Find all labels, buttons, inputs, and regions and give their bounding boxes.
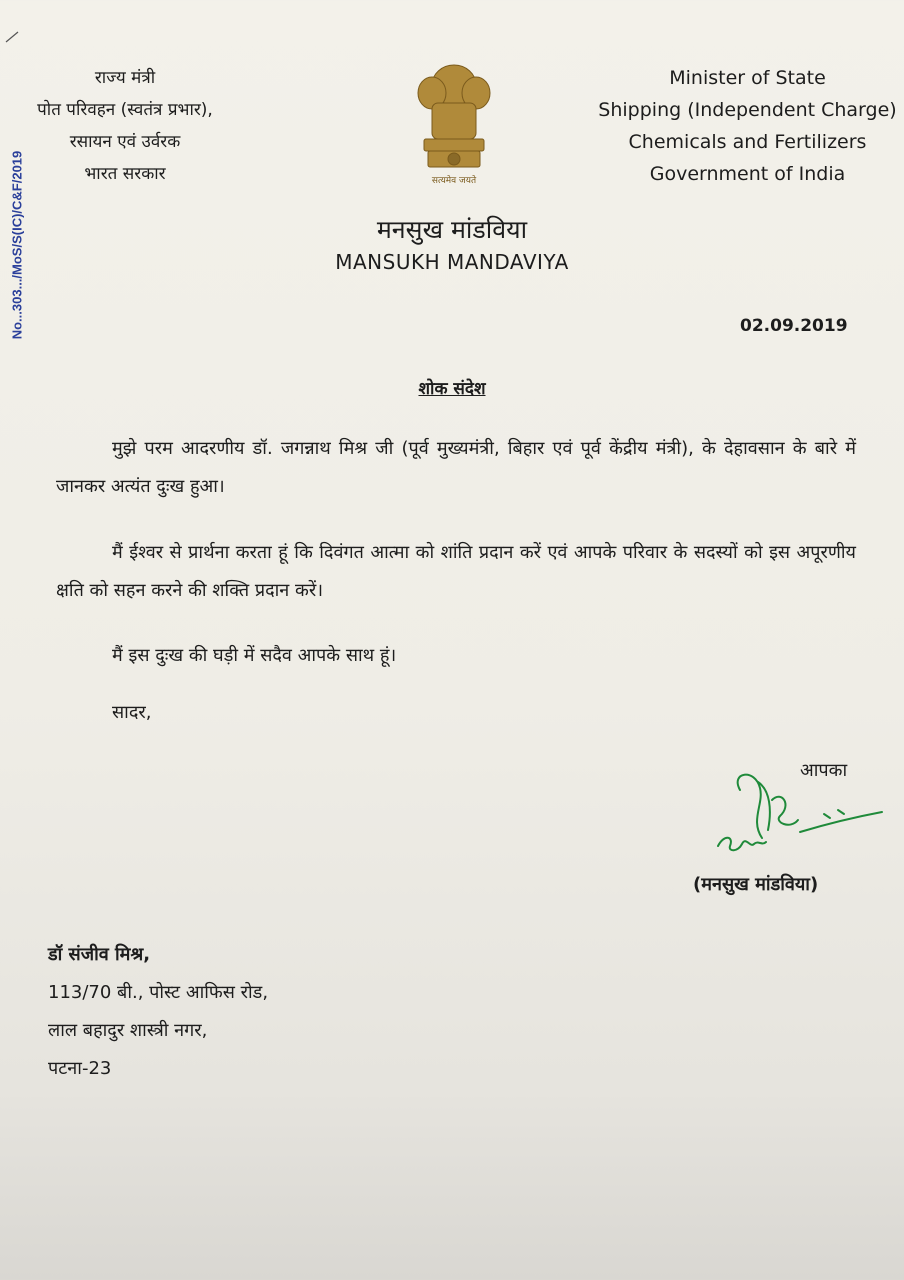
letter-date: 02.09.2019 — [740, 316, 848, 336]
ministry-hindi-2: रसायन एवं उर्वरक — [69, 132, 181, 152]
designation-english: Minister of State — [669, 67, 826, 89]
para1-text: मुझे परम आदरणीय डॉ. जगन्नाथ मिश्र जी (पूर्व मुख्यमंत्री, बिहार एवं पूर्व केंद्रीय मंत्री), के देहावसान के बारे में जानकर अत्यंत दुःख हुआ। — [56, 438, 856, 497]
para2-text: मैं ईश्वर से प्रार्थना करता हूं कि दिवंगत आत्मा को शांति प्रदान करें एवं आपके परिवार के सदस्यों को इस अपूरणीय क्षति को सहन करने की शक्ति प्रदान करें। — [56, 542, 856, 601]
emblem-motto: सत्यमेव जयते — [431, 176, 477, 186]
signer-name: (मनसुख मांडविया) — [693, 874, 819, 895]
national-emblem-icon — [402, 55, 506, 193]
address-line-1: 113/70 बी., पोस्ट आफिस रोड, — [48, 982, 269, 1003]
body-paragraph-1 — [56, 430, 856, 506]
para3-text: मैं इस दुःख की घड़ी में सदैव आपके साथ हूं। — [112, 645, 397, 666]
letter-subject: शोक संदेश — [418, 379, 486, 399]
minister-name-english: MANSUKH MANDAVIYA — [335, 250, 569, 274]
address-line-3: पटना-23 — [48, 1058, 112, 1079]
address-line-2: लाल बहादुर शास्त्री नगर, — [48, 1020, 208, 1041]
closing-word: आपका — [800, 760, 848, 781]
corner-mark — [4, 28, 24, 48]
body-paragraph-2 — [56, 534, 856, 610]
reference-number: No...303.../MoS/S(IC)/C&F/2019 — [9, 150, 25, 340]
letterhead-english — [585, 62, 904, 190]
recipient-name: डॉ संजीव मिश्र, — [48, 944, 151, 965]
government-hindi: भारत सरकार — [84, 164, 166, 184]
ministry-english-2: Chemicals and Fertilizers — [628, 131, 867, 153]
body-paragraph-3 — [56, 637, 856, 675]
salutation: सादर, — [112, 702, 152, 723]
letterhead-hindi — [0, 62, 250, 190]
ministry-english-1: Shipping (Independent Charge) — [598, 99, 897, 121]
ministry-hindi-1: पोत परिवहन (स्वतंत्र प्रभार), — [37, 100, 213, 120]
signature-icon — [700, 760, 890, 880]
recipient-address — [48, 936, 268, 1088]
designation-hindi: राज्य मंत्री — [94, 68, 156, 88]
government-english: Government of India — [649, 163, 846, 185]
minister-name-hindi: मनसुख मांडविया — [376, 215, 528, 244]
